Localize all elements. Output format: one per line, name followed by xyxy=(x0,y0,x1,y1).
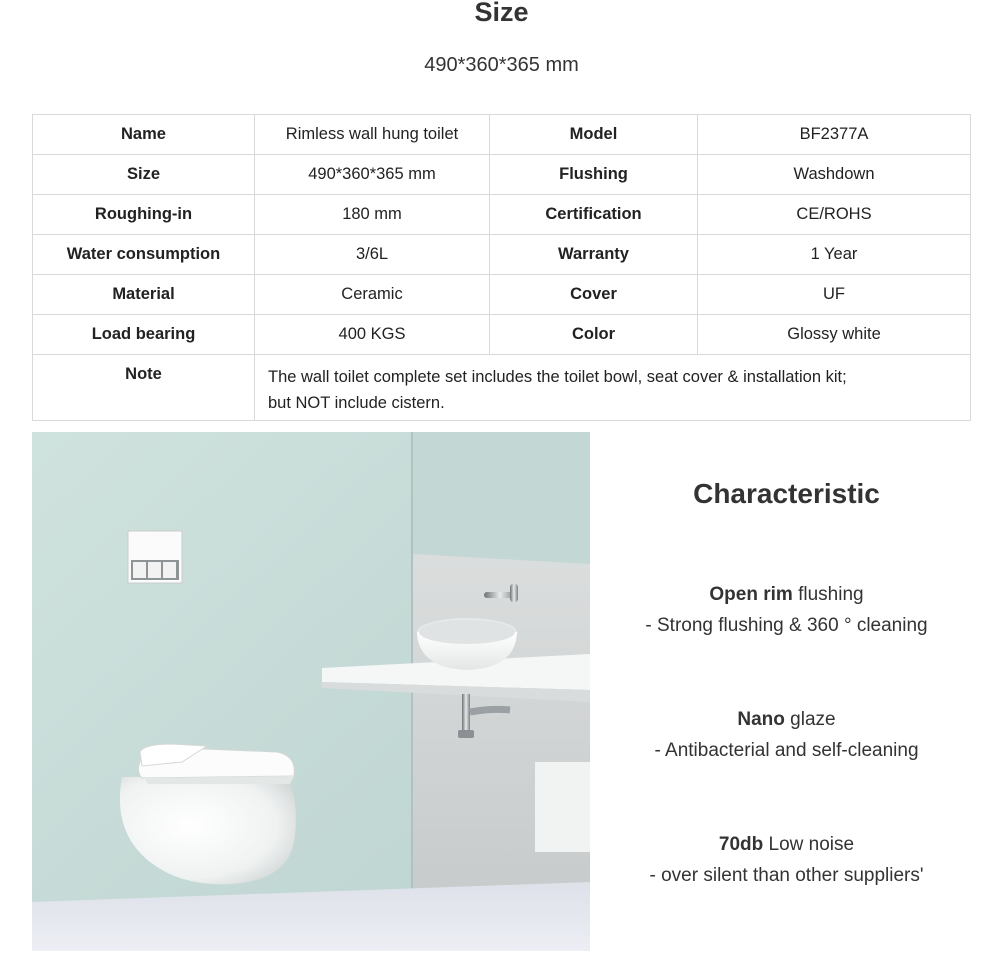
spec-label: Flushing xyxy=(490,155,698,195)
spec-label: Water consumption xyxy=(33,235,255,275)
table-row xyxy=(33,115,971,155)
spec-value: 3/6L xyxy=(255,235,490,275)
spec-value: 490*360*365 mm xyxy=(255,155,490,195)
table-row xyxy=(33,195,971,235)
note-line: The wall toilet complete set includes the toilet bowl, seat cover & installation kit; xyxy=(268,368,847,386)
spec-label: Color xyxy=(490,315,698,355)
spec-label: Load bearing xyxy=(33,315,255,355)
feature-name: Open rim xyxy=(709,584,793,605)
spec-value: Ceramic xyxy=(255,275,490,315)
note-label: Note xyxy=(33,355,255,421)
product-photo xyxy=(32,432,590,951)
spec-label: Warranty xyxy=(490,235,698,275)
spec-value: 1 Year xyxy=(698,235,971,275)
spec-value: Washdown xyxy=(698,155,971,195)
feature-name: Nano xyxy=(737,709,785,730)
feature-name-rest: flushing xyxy=(792,584,864,605)
feature-name-rest: Low noise xyxy=(763,834,855,855)
spec-value: CE/ROHS xyxy=(698,195,971,235)
spec-value: Glossy white xyxy=(698,315,971,355)
feature-open-rim xyxy=(590,579,983,641)
spec-value: Rimless wall hung toilet xyxy=(255,115,490,155)
spec-value: UF xyxy=(698,275,971,315)
spec-value: BF2377A xyxy=(698,115,971,155)
spec-table xyxy=(32,114,971,421)
feature-name-rest: glaze xyxy=(784,709,836,730)
table-row xyxy=(33,275,971,315)
spec-label: Material xyxy=(33,275,255,315)
note-text xyxy=(255,355,971,421)
table-row xyxy=(33,315,971,355)
feature-description: - over silent than other suppliers' xyxy=(649,865,924,886)
spec-label: Model xyxy=(490,115,698,155)
feature-name: 70db xyxy=(718,834,764,855)
spec-value: 400 KGS xyxy=(255,315,490,355)
spec-label: Roughing-in xyxy=(33,195,255,235)
characteristic-heading: Characteristic xyxy=(693,478,880,509)
feature-low-noise xyxy=(590,829,983,891)
feature-description: - Strong flushing & 360 ° cleaning xyxy=(645,615,928,636)
spec-label: Cover xyxy=(490,275,698,315)
table-row xyxy=(33,235,971,275)
table-row-note xyxy=(33,355,971,421)
table-row xyxy=(33,155,971,195)
note-line: but NOT include cistern. xyxy=(268,394,445,412)
feature-description: - Antibacterial and self-cleaning xyxy=(654,740,919,761)
spec-label: Size xyxy=(33,155,255,195)
size-heading: Size xyxy=(474,0,529,27)
size-dimensions: 490*360*365 mm xyxy=(424,54,579,76)
spec-value: 180 mm xyxy=(255,195,490,235)
spec-label: Certification xyxy=(490,195,698,235)
feature-nano-glaze xyxy=(590,704,983,766)
spec-label: Name xyxy=(33,115,255,155)
